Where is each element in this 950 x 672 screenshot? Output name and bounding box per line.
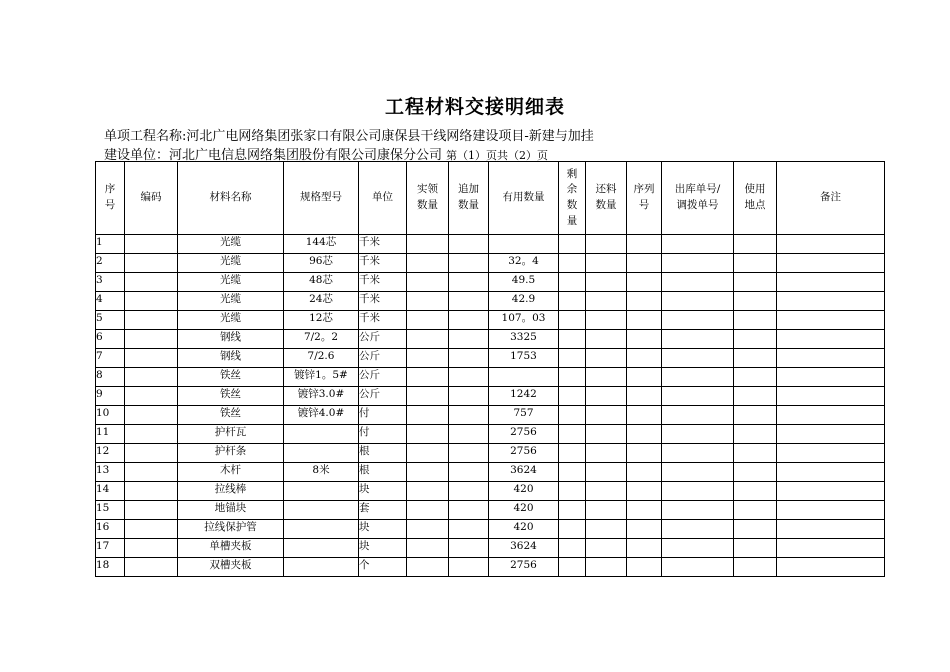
row-used-qty <box>489 368 559 387</box>
row-unit: 付 <box>359 406 407 425</box>
row-unit: 根 <box>359 463 407 482</box>
row-code <box>125 330 178 349</box>
row-received-qty <box>407 273 449 292</box>
row-remarks <box>777 558 885 577</box>
row-code <box>125 311 178 330</box>
row-unit: 根 <box>359 444 407 463</box>
row-code <box>125 292 178 311</box>
row-used-qty: 3624 <box>489 539 559 558</box>
row-no: 15 <box>96 501 125 520</box>
header-serial-no: 序列 号 <box>627 162 662 235</box>
row-spec: 7/2.6 <box>284 349 359 368</box>
row-serial-no <box>627 444 662 463</box>
row-serial-no <box>627 539 662 558</box>
row-received-qty <box>407 463 449 482</box>
row-extra-qty <box>449 425 489 444</box>
row-received-qty <box>407 254 449 273</box>
row-location <box>734 520 777 539</box>
row-location <box>734 330 777 349</box>
row-unit: 千米 <box>359 292 407 311</box>
row-extra-qty <box>449 482 489 501</box>
table-row <box>96 520 885 539</box>
row-spec: 144芯 <box>284 235 359 254</box>
row-spec <box>284 482 359 501</box>
row-serial-no <box>627 520 662 539</box>
row-extra-qty <box>449 273 489 292</box>
row-code <box>125 254 178 273</box>
row-extra-qty <box>449 387 489 406</box>
row-no: 7 <box>96 349 125 368</box>
row-code <box>125 463 178 482</box>
row-returned-qty <box>586 292 627 311</box>
row-spec <box>284 520 359 539</box>
row-serial-no <box>627 482 662 501</box>
row-outbound-no <box>662 254 734 273</box>
row-no: 8 <box>96 368 125 387</box>
row-material-name: 钢线 <box>178 349 284 368</box>
row-remarks <box>777 311 885 330</box>
row-remarks <box>777 406 885 425</box>
table-row <box>96 311 885 330</box>
row-received-qty <box>407 482 449 501</box>
row-returned-qty <box>586 330 627 349</box>
table-row <box>96 349 885 368</box>
row-location <box>734 539 777 558</box>
header-extra-qty: 追加 数量 <box>449 162 489 235</box>
row-extra-qty <box>449 539 489 558</box>
row-location <box>734 501 777 520</box>
table-row <box>96 235 885 254</box>
row-serial-no <box>627 425 662 444</box>
row-material-name: 光缆 <box>178 235 284 254</box>
row-used-qty: 3624 <box>489 463 559 482</box>
row-serial-no <box>627 558 662 577</box>
row-unit: 套 <box>359 501 407 520</box>
row-outbound-no <box>662 368 734 387</box>
row-received-qty <box>407 292 449 311</box>
row-received-qty <box>407 235 449 254</box>
header-received-qty: 实领 数量 <box>407 162 449 235</box>
row-remaining-qty <box>559 311 586 330</box>
row-spec <box>284 539 359 558</box>
header-seq: 序 号 <box>96 162 125 235</box>
row-extra-qty <box>449 330 489 349</box>
construction-unit-text: 建设单位：河北广电信息网络集团股份有限公司康保分公司 <box>104 148 443 163</box>
row-remarks <box>777 330 885 349</box>
row-extra-qty <box>449 501 489 520</box>
row-no: 3 <box>96 273 125 292</box>
row-used-qty: 2756 <box>489 425 559 444</box>
row-remarks <box>777 292 885 311</box>
table-row <box>96 406 885 425</box>
row-material-name: 地锚块 <box>178 501 284 520</box>
row-used-qty: 420 <box>489 501 559 520</box>
row-outbound-no <box>662 539 734 558</box>
row-returned-qty <box>586 482 627 501</box>
row-remarks <box>777 368 885 387</box>
row-remaining-qty <box>559 406 586 425</box>
row-remarks <box>777 520 885 539</box>
table-row <box>96 368 885 387</box>
row-serial-no <box>627 349 662 368</box>
row-material-name: 护杆条 <box>178 444 284 463</box>
row-no: 2 <box>96 254 125 273</box>
row-outbound-no <box>662 520 734 539</box>
row-location <box>734 482 777 501</box>
header-outbound-no: 出库单号/ 调拨单号 <box>662 162 734 235</box>
row-spec: 48芯 <box>284 273 359 292</box>
row-spec: 7/2。2 <box>284 330 359 349</box>
row-no: 4 <box>96 292 125 311</box>
row-material-name: 光缆 <box>178 254 284 273</box>
row-code <box>125 349 178 368</box>
header-code: 编码 <box>125 162 178 235</box>
row-remaining-qty <box>559 539 586 558</box>
row-location <box>734 235 777 254</box>
row-code <box>125 425 178 444</box>
row-spec: 8米 <box>284 463 359 482</box>
header-remaining-qty: 剩 余 数 量 <box>559 162 586 235</box>
row-no: 17 <box>96 539 125 558</box>
row-remaining-qty <box>559 292 586 311</box>
table-body <box>96 235 885 577</box>
row-used-qty: 107。03 <box>489 311 559 330</box>
row-received-qty <box>407 444 449 463</box>
row-outbound-no <box>662 349 734 368</box>
table-row <box>96 539 885 558</box>
row-code <box>125 235 178 254</box>
row-returned-qty <box>586 254 627 273</box>
row-location <box>734 387 777 406</box>
document-title: 工程材料交接明细表 <box>384 96 565 118</box>
row-extra-qty <box>449 463 489 482</box>
row-no: 11 <box>96 425 125 444</box>
row-remaining-qty <box>559 254 586 273</box>
row-location <box>734 425 777 444</box>
row-used-qty: 32。4 <box>489 254 559 273</box>
row-serial-no <box>627 463 662 482</box>
row-code <box>125 406 178 425</box>
row-extra-qty <box>449 292 489 311</box>
row-extra-qty <box>449 558 489 577</box>
row-unit: 块 <box>359 482 407 501</box>
row-returned-qty <box>586 368 627 387</box>
row-used-qty <box>489 235 559 254</box>
row-unit: 公斤 <box>359 368 407 387</box>
row-received-qty <box>407 501 449 520</box>
row-material-name: 木杆 <box>178 463 284 482</box>
row-received-qty <box>407 349 449 368</box>
row-code <box>125 444 178 463</box>
row-material-name: 单槽夹板 <box>178 539 284 558</box>
row-spec: 12芯 <box>284 311 359 330</box>
project-name-line: 单项工程名称:河北广电网络集团张家口有限公司康保县干线网络建设项目-新建与加挂 <box>104 129 594 144</box>
row-extra-qty <box>449 311 489 330</box>
row-remaining-qty <box>559 520 586 539</box>
row-remaining-qty <box>559 482 586 501</box>
row-remaining-qty <box>559 273 586 292</box>
row-no: 1 <box>96 235 125 254</box>
row-remaining-qty <box>559 368 586 387</box>
row-extra-qty <box>449 349 489 368</box>
row-remarks <box>777 349 885 368</box>
row-used-qty: 2756 <box>489 558 559 577</box>
row-outbound-no <box>662 330 734 349</box>
row-returned-qty <box>586 235 627 254</box>
row-code <box>125 558 178 577</box>
row-used-qty: 2756 <box>489 444 559 463</box>
row-remarks <box>777 425 885 444</box>
row-received-qty <box>407 539 449 558</box>
row-code <box>125 520 178 539</box>
row-returned-qty <box>586 539 627 558</box>
row-remarks <box>777 482 885 501</box>
row-unit: 千米 <box>359 254 407 273</box>
row-outbound-no <box>662 311 734 330</box>
row-outbound-no <box>662 463 734 482</box>
row-no: 13 <box>96 463 125 482</box>
row-spec: 镀锌3.0# <box>284 387 359 406</box>
row-extra-qty <box>449 254 489 273</box>
row-material-name: 拉线棒 <box>178 482 284 501</box>
row-material-name: 光缆 <box>178 292 284 311</box>
row-used-qty: 420 <box>489 520 559 539</box>
row-used-qty: 757 <box>489 406 559 425</box>
row-spec <box>284 444 359 463</box>
header-spec: 规格型号 <box>284 162 359 235</box>
row-no: 9 <box>96 387 125 406</box>
row-extra-qty <box>449 444 489 463</box>
row-returned-qty <box>586 425 627 444</box>
row-code <box>125 539 178 558</box>
table-row <box>96 292 885 311</box>
row-spec <box>284 558 359 577</box>
row-outbound-no <box>662 482 734 501</box>
row-location <box>734 444 777 463</box>
row-spec: 镀锌1。5# <box>284 368 359 387</box>
row-code <box>125 501 178 520</box>
table-row <box>96 444 885 463</box>
row-serial-no <box>627 273 662 292</box>
row-remaining-qty <box>559 463 586 482</box>
table-row <box>96 482 885 501</box>
row-used-qty: 420 <box>489 482 559 501</box>
row-used-qty: 42.9 <box>489 292 559 311</box>
row-code <box>125 368 178 387</box>
row-outbound-no <box>662 406 734 425</box>
row-location <box>734 368 777 387</box>
row-serial-no <box>627 406 662 425</box>
row-material-name: 铁丝 <box>178 406 284 425</box>
row-remaining-qty <box>559 235 586 254</box>
row-spec: 24芯 <box>284 292 359 311</box>
row-material-name: 钢线 <box>178 330 284 349</box>
row-unit: 公斤 <box>359 349 407 368</box>
row-returned-qty <box>586 501 627 520</box>
row-serial-no <box>627 368 662 387</box>
header-returned-qty: 还料 数量 <box>586 162 627 235</box>
row-code <box>125 273 178 292</box>
row-received-qty <box>407 311 449 330</box>
row-remarks <box>777 235 885 254</box>
row-serial-no <box>627 330 662 349</box>
table-row <box>96 558 885 577</box>
table-row <box>96 330 885 349</box>
table-row <box>96 463 885 482</box>
row-returned-qty <box>586 463 627 482</box>
row-used-qty: 1242 <box>489 387 559 406</box>
row-serial-no <box>627 387 662 406</box>
row-outbound-no <box>662 235 734 254</box>
row-remaining-qty <box>559 558 586 577</box>
row-material-name: 光缆 <box>178 311 284 330</box>
table-row <box>96 273 885 292</box>
row-received-qty <box>407 368 449 387</box>
row-outbound-no <box>662 425 734 444</box>
row-no: 6 <box>96 330 125 349</box>
table-row <box>96 501 885 520</box>
row-used-qty: 1753 <box>489 349 559 368</box>
row-location <box>734 463 777 482</box>
row-remarks <box>777 539 885 558</box>
row-serial-no <box>627 254 662 273</box>
row-returned-qty <box>586 387 627 406</box>
row-material-name: 铁丝 <box>178 368 284 387</box>
row-location <box>734 254 777 273</box>
row-material-name: 护杆瓦 <box>178 425 284 444</box>
row-remaining-qty <box>559 330 586 349</box>
materials-table <box>95 161 885 577</box>
row-unit: 千米 <box>359 273 407 292</box>
row-returned-qty <box>586 406 627 425</box>
table-row <box>96 387 885 406</box>
row-received-qty <box>407 558 449 577</box>
row-returned-qty <box>586 311 627 330</box>
row-received-qty <box>407 425 449 444</box>
row-outbound-no <box>662 501 734 520</box>
row-location <box>734 406 777 425</box>
row-unit: 个 <box>359 558 407 577</box>
row-used-qty: 49.5 <box>489 273 559 292</box>
row-material-name: 拉线保护管 <box>178 520 284 539</box>
row-remarks <box>777 387 885 406</box>
table-row <box>96 425 885 444</box>
row-material-name: 双槽夹板 <box>178 558 284 577</box>
row-received-qty <box>407 330 449 349</box>
row-outbound-no <box>662 444 734 463</box>
row-outbound-no <box>662 558 734 577</box>
row-spec: 96芯 <box>284 254 359 273</box>
header-row <box>96 162 885 235</box>
row-remarks <box>777 273 885 292</box>
row-remarks <box>777 444 885 463</box>
row-serial-no <box>627 501 662 520</box>
row-received-qty <box>407 387 449 406</box>
row-no: 12 <box>96 444 125 463</box>
row-spec <box>284 425 359 444</box>
row-unit: 公斤 <box>359 387 407 406</box>
row-outbound-no <box>662 292 734 311</box>
row-no: 18 <box>96 558 125 577</box>
row-unit: 千米 <box>359 311 407 330</box>
row-extra-qty <box>449 520 489 539</box>
row-no: 16 <box>96 520 125 539</box>
row-location <box>734 311 777 330</box>
row-unit: 公斤 <box>359 330 407 349</box>
header-material-name: 材料名称 <box>178 162 284 235</box>
row-returned-qty <box>586 273 627 292</box>
row-extra-qty <box>449 368 489 387</box>
header-location: 使用 地点 <box>734 162 777 235</box>
row-remaining-qty <box>559 501 586 520</box>
row-remarks <box>777 463 885 482</box>
row-spec: 镀锌4.0# <box>284 406 359 425</box>
table-row <box>96 254 885 273</box>
header-unit: 单位 <box>359 162 407 235</box>
row-remaining-qty <box>559 349 586 368</box>
row-used-qty: 3325 <box>489 330 559 349</box>
row-no: 10 <box>96 406 125 425</box>
row-outbound-no <box>662 387 734 406</box>
row-remaining-qty <box>559 444 586 463</box>
row-location <box>734 292 777 311</box>
row-serial-no <box>627 235 662 254</box>
row-returned-qty <box>586 558 627 577</box>
row-unit: 千米 <box>359 235 407 254</box>
row-unit: 块 <box>359 539 407 558</box>
header-used-qty: 有用数量 <box>489 162 559 235</box>
row-outbound-no <box>662 273 734 292</box>
row-code <box>125 387 178 406</box>
row-received-qty <box>407 520 449 539</box>
header-remarks: 备注 <box>777 162 885 235</box>
row-location <box>734 558 777 577</box>
row-returned-qty <box>586 444 627 463</box>
row-serial-no <box>627 292 662 311</box>
row-received-qty <box>407 406 449 425</box>
row-code <box>125 482 178 501</box>
row-material-name: 光缆 <box>178 273 284 292</box>
row-location <box>734 273 777 292</box>
page-info: 第（1）页共（2）页 <box>446 149 549 162</box>
row-spec <box>284 501 359 520</box>
row-material-name: 铁丝 <box>178 387 284 406</box>
row-returned-qty <box>586 349 627 368</box>
row-no: 14 <box>96 482 125 501</box>
row-extra-qty <box>449 235 489 254</box>
row-remarks <box>777 254 885 273</box>
row-returned-qty <box>586 520 627 539</box>
row-extra-qty <box>449 406 489 425</box>
row-remaining-qty <box>559 387 586 406</box>
row-location <box>734 349 777 368</box>
row-no: 5 <box>96 311 125 330</box>
row-unit: 付 <box>359 425 407 444</box>
row-unit: 块 <box>359 520 407 539</box>
row-remarks <box>777 501 885 520</box>
row-serial-no <box>627 311 662 330</box>
row-remaining-qty <box>559 425 586 444</box>
